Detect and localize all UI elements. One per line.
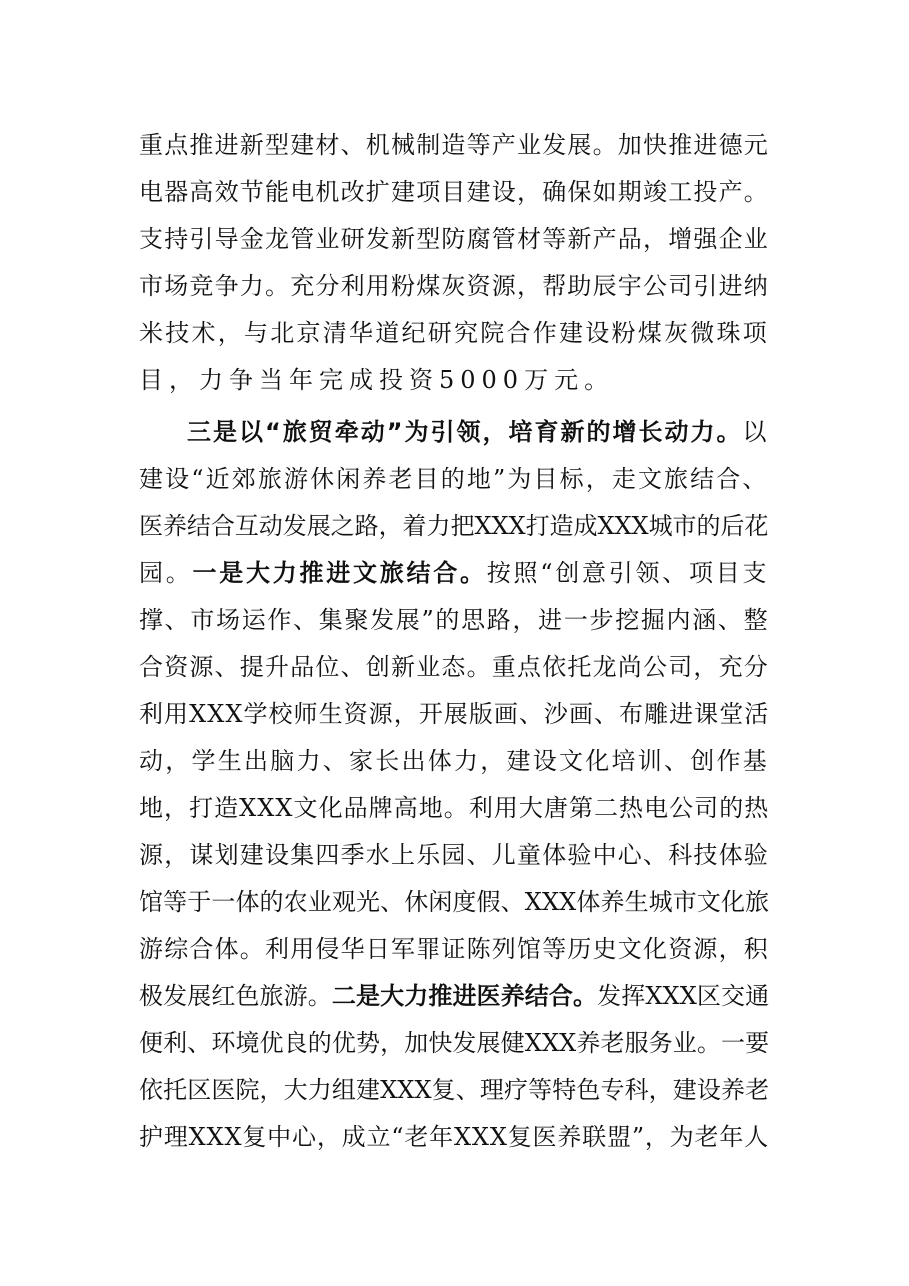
text-line — [139, 597, 769, 644]
text-run: 利用XXX学校师生资源，开展版画、沙画、布雕进课堂活 — [139, 700, 770, 728]
text-line — [139, 122, 769, 169]
text-run: 发挥XXX区交通 — [597, 982, 770, 1010]
bold-subheading: 一是大力推进文旅结合。 — [192, 559, 487, 587]
text-line — [139, 357, 614, 404]
text-run: 撑、市场运作、集聚发展”的思路，进一步挖掘内涵、整 — [139, 606, 770, 634]
text-run: 合资源、提升品位、创新业态。重点依托龙尚公司，充分 — [139, 653, 769, 681]
text-line — [139, 644, 769, 691]
text-run: 护理XXX复中心，成立“老年XXX复医养联盟”，为老年人 — [139, 1123, 770, 1151]
text-run: 医养结合互动发展之路，着力把XXX打造成XXX城市的后花 — [139, 512, 769, 540]
text-line — [139, 503, 768, 550]
text-run: 馆等于一体的农业观光、休闲度假、XXX体养生城市文化旅 — [139, 888, 770, 916]
text-run: 电器高效节能电机改扩建项目建设，确保如期竣工投产。 — [139, 178, 769, 206]
text-run: 目，力争当年完成投资5000万元。 — [139, 366, 615, 394]
text-run: 建设“近郊旅游休闲养老目的地”为目标，走文旅结合、 — [139, 465, 769, 493]
text-run: 支持引导金龙管业研发新型防腐管材等新产品，增强企业 — [139, 225, 769, 253]
text-line — [139, 1020, 769, 1067]
text-line — [139, 785, 769, 832]
text-line — [139, 832, 769, 879]
text-run: 源，谋划建设集四季水上乐园、儿童体验中心、科技体验 — [139, 841, 769, 869]
text-run: 按照“创意引领、项目支 — [486, 559, 770, 587]
text-line — [139, 169, 769, 216]
text-line — [139, 691, 769, 738]
text-run: 园。 — [139, 559, 193, 587]
text-line — [139, 973, 769, 1020]
text-line — [139, 550, 769, 597]
text-run: 极发展红色旅游。 — [139, 982, 332, 1010]
text-line — [139, 879, 769, 926]
text-line — [139, 216, 769, 263]
text-run: 动，学生出脑力、家长出体力，建设文化培训、创作基 — [139, 747, 769, 775]
text-run: 便利、环境优良的优势，加快发展健XXX养老服务业。一要 — [139, 1029, 770, 1057]
text-run: 米技术，与北京清华道纪研究院合作建设粉煤灰微珠项 — [139, 319, 769, 347]
text-line — [139, 263, 769, 310]
text-line — [139, 1067, 769, 1114]
text-line — [139, 738, 769, 785]
text-run: 地，打造XXX文化品牌高地。利用大唐第二热电公司的热 — [139, 794, 770, 822]
text-line — [139, 926, 769, 973]
text-run: 市场竞争力。充分利用粉煤灰资源，帮助辰宇公司引进纳 — [139, 272, 769, 300]
text-run: 以 — [742, 418, 769, 446]
paragraph-heading-line — [187, 409, 769, 456]
text-run: 重点推进新型建材、机械制造等产业发展。加快推进德元 — [139, 131, 769, 159]
text-run: 依托区医院，大力组建XXX复、理疗等特色专科，建设养老 — [139, 1076, 770, 1104]
bold-heading: 三是以“旅贸牵动”为引领，培育新的增长动力。 — [187, 418, 743, 446]
text-line — [139, 456, 769, 503]
text-run: 游综合体。利用侵华日军罪证陈列馆等历史文化资源，积 — [139, 935, 769, 963]
bold-subheading: 二是大力推进医养结合。 — [331, 982, 598, 1010]
text-line — [139, 310, 769, 357]
text-line — [139, 1114, 769, 1161]
